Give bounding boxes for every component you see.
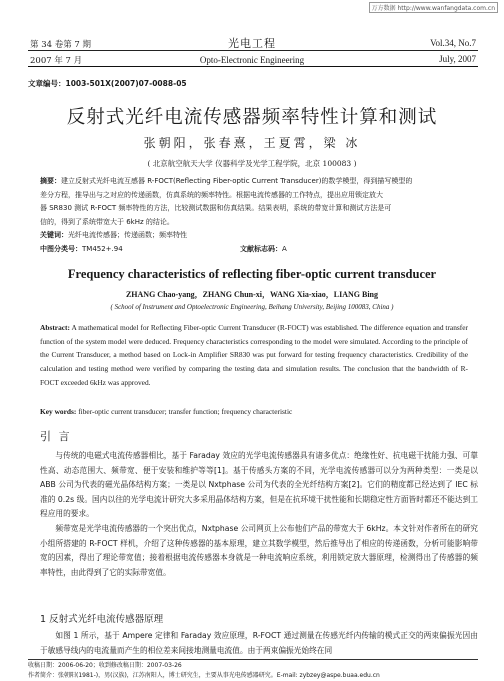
abstract-cn-line: 信的，得到了系统带宽大于 6kHz 的结论。 [40,217,174,226]
section-heading-1: 1 反射式光纤电流传感器原理 [40,614,164,625]
doc-code-value: A [282,244,287,253]
journal-name-cn: 光电工程 [228,37,276,50]
section-1-body [40,629,478,658]
clc-label: 中图分类号： [40,244,82,253]
section-heading-intro: 引 言 [40,430,72,443]
date-en: July, 2007 [439,54,476,64]
authors-cn: 张朝阳，张春熹，王夏霄，梁 冰 [143,136,361,150]
footnote-author: 作者简介：张朝阳(1981-)，男(汉族)，江苏南阳人，博士研究生，主要从事光电传感器研究。E-mail: zybzey@aspe.buaa.edu.cn [28,672,380,679]
section-1-paragraph: 如图 1 所示，基于 Ampere 定律和 Faraday 效应原理，R-FOCT 通过测量在传感光纤内传输的模式正交的两束偏振光因由于敏感导线内的电流量而产生的相位差来间接地测量电流值。由于两束偏振光始终在同 [40,631,478,655]
abstract-cn-line: 器 SR830 测试 R-FOCT 频率特性的方法，比较测试数据和仿真结果。结果表明，系统的带宽计算和测试方法是可 [40,204,392,212]
footnotes [28,661,478,681]
title-en: Frequency characteristics of reflecting fiber-optic current transducer [67,267,437,281]
abstract-en [40,321,468,390]
footnote-rule [28,659,478,660]
keywords-en [40,407,468,416]
article-number: 文章编号：1003-501X(2007)07-0088-05 [28,79,187,88]
intro-paragraph: 与传统的电磁式电流传感器相比，基于 Faraday 效应的光学电流传感器具有诸多优点：绝缘性好、抗电磁干扰能力强、可靠性高、动态范围大、频带宽、便于安装和维护等等[1]。基于传感头方案的不同，光学电流传感器可以分为两种类型：一类是以 ABB 公司为代表的磁光晶体结构方案；一类是以 Nxtphase 公司为代表的全光纤结构方案[2]。它们的精度都已经达到了 IEC 标准的 0.2s 级。国内以往的光学电流计研究大多采用晶体结构方案，但是在抗环境干扰性能和长期稳定性方面皆时都还不能达到工程应用的要求。 [40,451,478,519]
volume-en: Vol.34, No.7 [430,38,476,48]
abstract-cn-label: 摘要： [40,177,61,185]
affiliation-cn: ( 北京航空航天大学 仪器科学及光学工程学院，北京 100083 ) [147,159,357,168]
abstract-en-text: A mathematical model for Reflecting Fiber-optic Current Transducer (R-FOCT) was established. The difference equation and transfer function of the system model were deduced. Frequency characteristics corresponding to the model were simulated. According to the principle of the Current Transducer, a method based on Lock-in Amplifier SR830 was put forward for testing frequency characteristics. Credibility of the calculation and testing method were verified by comparing the testing data and simulation results. The conclusion that the bandwidth of R-FOCT exceeded 6kHz was approved. [40,323,468,387]
keywords-cn: 光纤电流传感器；传递函数；频率特性 [68,231,187,239]
doc-code-label: 文献标志码： [240,244,282,253]
journal-name-en: Opto-Electronic Engineering [199,55,305,65]
affiliation-en: ( School of Instrument and Optoelectronic Engineering, Beihang University, Beijing 100083, China ) [110,303,394,311]
keywords-cn-label: 关键词： [40,231,68,239]
header-rule [28,66,478,67]
clc-value: TM452+.94 [82,244,123,253]
keywords-en-text: fiber-optic current transducer; transfer function; frequency characteristic [78,407,293,416]
abstract-cn [40,175,468,256]
abstract-cn-line: 差分方程，推导出与之对应的传递函数，仿真系统的频率特性。根据电流传感器的工作特点，提出应用锁定放大 [40,190,383,199]
abstract-cn-line: 建立反射式光纤电流互感器 R-FOCT(Reflecting Fiber-optic Current Transducer)的数学模型，得到描写模型的 [61,177,413,185]
abstract-en-label: Abstract: [40,323,70,332]
footnote-received: 收稿日期：2006-06-20；收到修改稿日期：2007-03-26 [28,662,182,669]
volume-cn: 第 34 卷第 7 期 [30,40,92,50]
header-rule-thin [28,50,478,51]
title-cn: 反射式光纤电流传感器频率特性计算和测试 [66,107,438,128]
intro-body [40,449,478,580]
authors-en: ZHANG Chao-yang，ZHANG Chun-xi，WANG Xia-xiao，LIANG Bing [125,290,379,299]
intro-paragraph: 频带宽是光学电流传感器的一个突出优点，Nxtphase 公司网页上公布他们产品的带宽大于 6kHz。本文针对作者所在的研究小组所搭建的 R-FOCT 样机，介绍了这种传感器的基本原理，建立其数学模型，然后推导出了相应的传递函数，分析可能影响带宽的因素，得出了理论带宽值；接着根据电流传感器本身就是一种电流响应系统，利用锁定放大器原理，检测得出了传感器的频率特性，由此得到了它的实际带宽值。 [40,523,478,577]
keywords-en-label: Key words: [40,407,77,416]
watermark: 万方数据 http://www.wanfangdata.com.cn [369,2,498,13]
date-cn: 2007 年 7 月 [30,56,83,66]
